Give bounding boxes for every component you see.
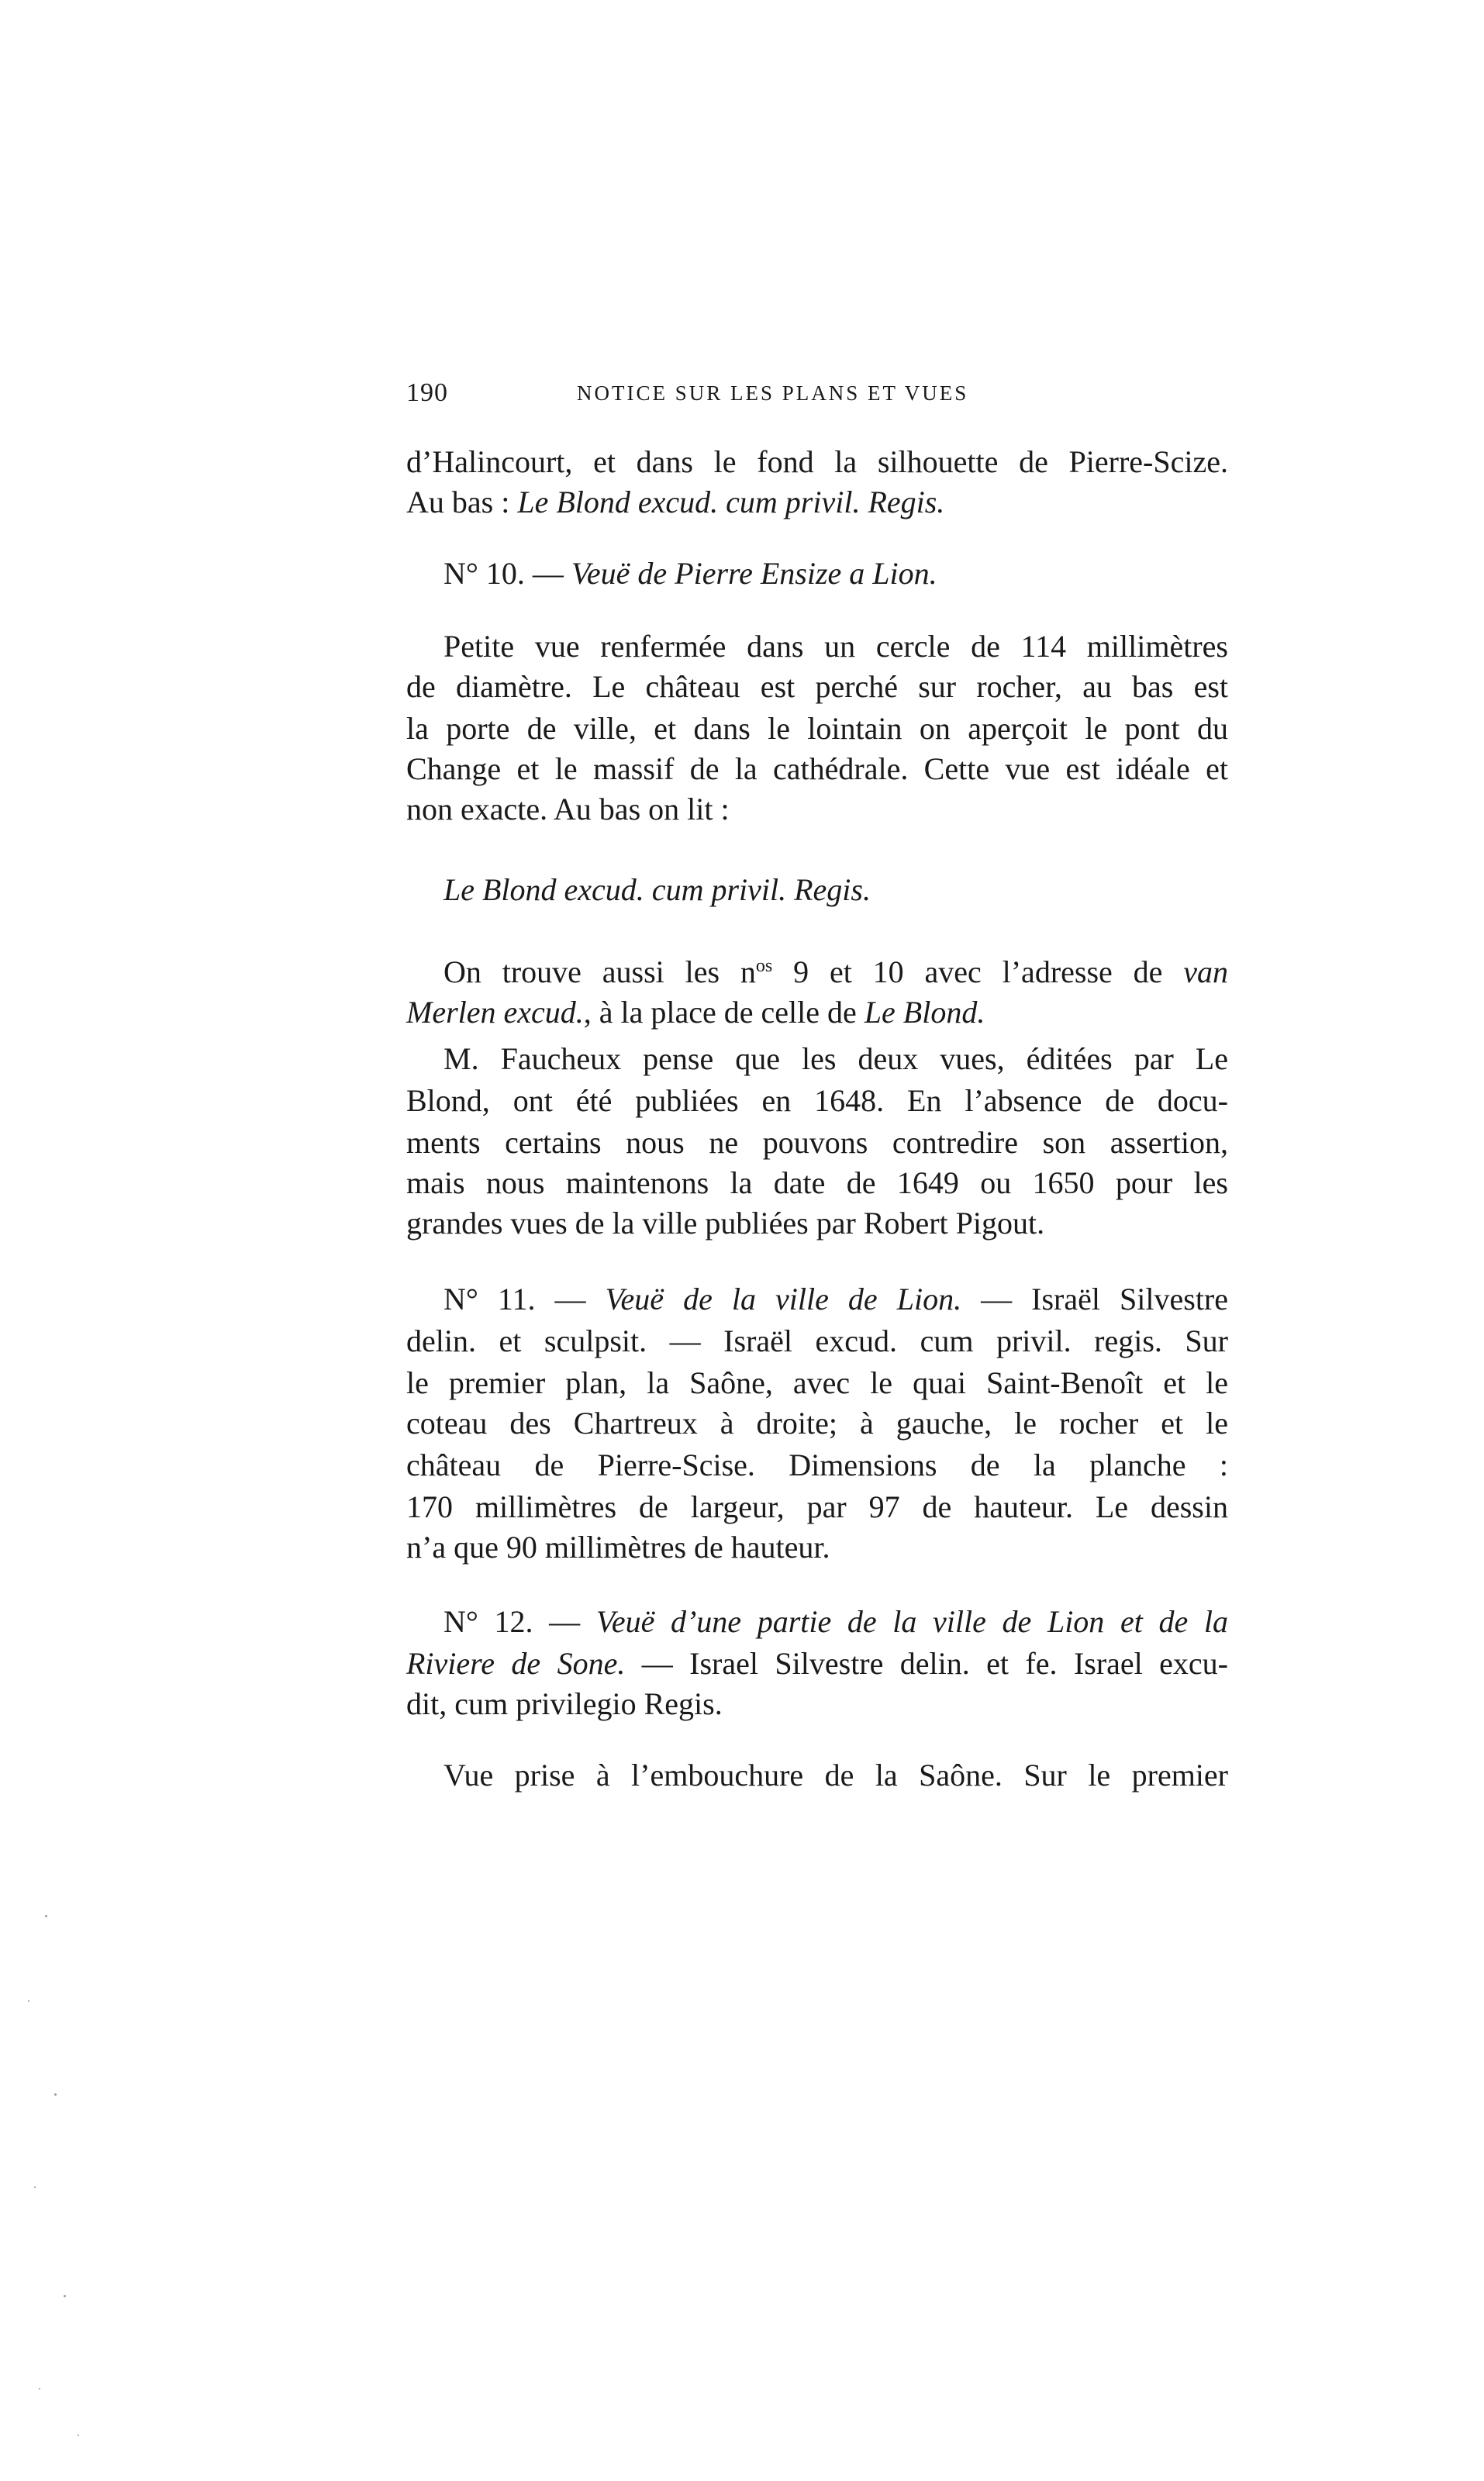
text-line: le premier plan, la Saône, avec le quai Saint-Benoît et le [406,1365,1228,1400]
entry-heading-12: N° 12. — Veuë d’une partie de la ville de Lion et de la [443,1604,1228,1639]
text-line: de diamètre. Le château est perché sur rocher, au bas est [406,669,1228,704]
text-line: la porte de ville, et dans le lointain on aperçoit le pont du [406,711,1228,746]
text-line: grandes vues de la ville publiées par Robert Pigout. [406,1206,1045,1240]
text-line: Petite vue renfermée dans un cercle de 114 millimètres [443,629,1228,664]
text-line: d’Halincourt, et dans le fond la silhouette de Pierre-Scize. [406,444,1228,479]
text-line: Au bas : Le Blond excud. cum privil. Regis. [406,485,945,519]
text-line: non exacte. Au bas on lit : [406,792,730,826]
text-line: coteau des Chartreux à droite; à gauche, le rocher et le [406,1406,1228,1441]
text-line: On trouve aussi les $n^{os}$ 9 et 10 avec l’adresse de van [443,954,1228,989]
text-line: Blond, ont été publiées en 1648. En l’absence de docu- [406,1083,1228,1118]
text-line: delin. et sculpsit. — Israël excud. cum privil. regis. Sur [406,1323,1228,1358]
text-line: château de Pierre-Scise. Dimensions de la planche : [406,1448,1228,1482]
page-header [406,378,1228,417]
text-line: mais nous maintenons la date de 1649 ou 1650 pour les [406,1165,1228,1200]
page-number: 190 [406,378,448,407]
text-line: n’a que 90 millimètres de hauteur. [406,1530,830,1565]
text-line: Vue prise à l’embouchure de la Saône. Sur le premier [443,1758,1228,1793]
entry-heading-11: N° 11. — Veuë de la ville de Lion. — Israël Silvestre [443,1282,1229,1316]
text-line: ments certains nous ne pouvons contredire son assertion, [406,1125,1228,1160]
inscription: Le Blond excud. cum privil. Regis. [443,872,871,907]
entry-heading-10: N° 10. — Veuë de Pierre Ensize a Lion. [443,556,937,591]
text-line: Merlen excud., à la place de celle de Le Blond. [406,995,985,1030]
text-line: Riviere de Sone. — Israel Silvestre delin. et fe. Israel excu- [406,1646,1229,1681]
text-line: 170 millimètres de largeur, par 97 de hauteur. Le dessin [406,1489,1228,1524]
text-line: dit, cum privilegio Regis. [406,1686,723,1721]
running-title: NOTICE SUR LES PLANS ET VUES [577,381,969,405]
text-line: M. Faucheux pense que les deux vues, éditées par Le [443,1041,1228,1076]
text-line: Change et le massif de la cathédrale. Cette vue est idéale et [406,751,1228,786]
